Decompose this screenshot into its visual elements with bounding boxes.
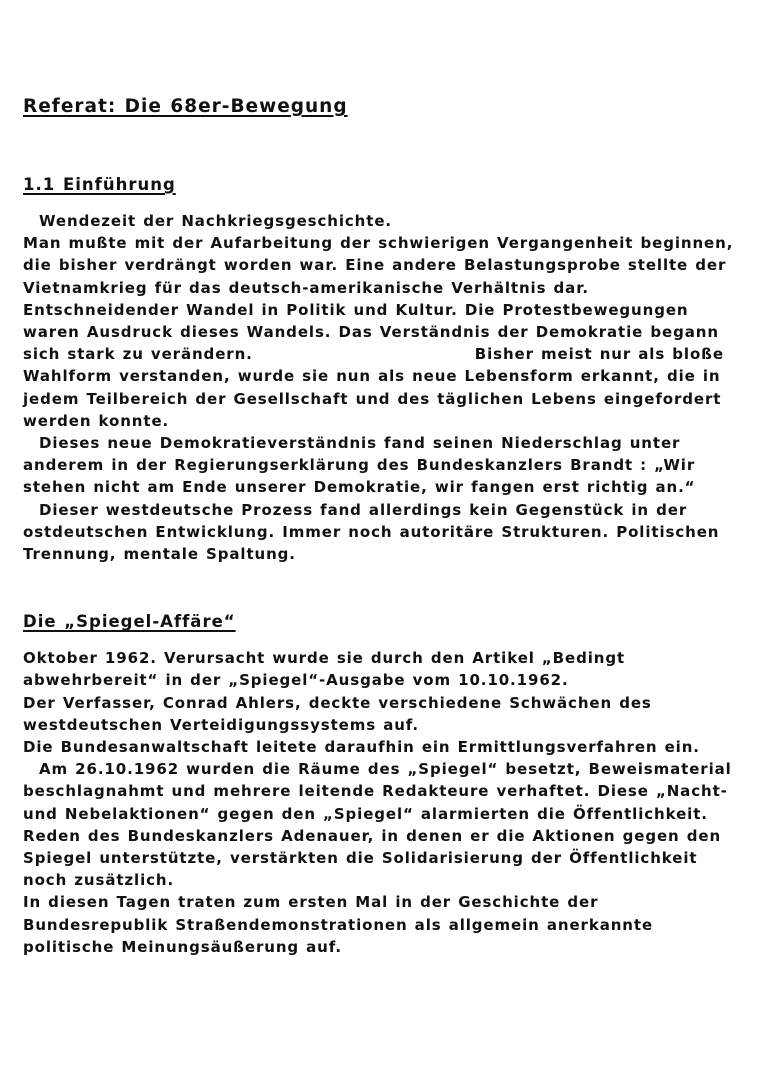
document-page (23, 92, 749, 958)
section-heading-spiegel-affaire: Die „Spiegel-Affäre“ (23, 612, 236, 632)
text-line: anderem in der Regierungserklärung des Bundeskanzlers Brandt : „Wir (23, 456, 696, 475)
text-fragment: sich stark zu verändern. (23, 345, 253, 364)
text-line: ostdeutschen Entwicklung. Immer noch autoritäre Strukturen. Politischen (23, 522, 720, 541)
document-title: Referat: Die 68er-Bewegung (23, 96, 348, 117)
text-line-split (23, 343, 749, 365)
text-line: beschlagnahmt und mehrere leitende Redakteure verhaftet. Diese „Nacht- (23, 782, 728, 801)
text-line: waren Ausdruck dieses Wandels. Das Verständnis der Demokratie begann (23, 323, 719, 342)
text-line: Der Verfasser, Conrad Ahlers, deckte verschiedene Schwächen des (23, 693, 652, 712)
section-heading-introduction: 1.1 Einführung (23, 175, 176, 194)
text-line: Spiegel unterstützte, verstärkten die Solidarisierung der Öffentlichkeit (23, 849, 698, 868)
text-line: jedem Teilbereich der Gesellschaft und des täglichen Lebens eingefordert (23, 389, 722, 408)
introduction-body (23, 210, 749, 565)
text-line: Man mußte mit der Aufarbeitung der schwierigen Vergangenheit beginnen, (23, 234, 734, 253)
text-line: Entschneidender Wandel in Politik und Kultur. Die Protestbewegungen (23, 300, 689, 319)
text-line: Oktober 1962. Verursacht wurde sie durch den Artikel „Bedingt (23, 649, 626, 668)
text-line: Vietnamkrieg für das deutsch-amerikanische Verhältnis dar. (23, 278, 589, 297)
text-line: Trennung, mentale Spaltung. (23, 545, 296, 564)
text-line: Dieses neue Demokratieverständnis fand seinen Niederschlag unter (39, 434, 681, 453)
text-line: werden konnte. (23, 411, 170, 430)
text-line: Dieser westdeutsche Prozess fand allerdings kein Gegenstück in der (39, 500, 688, 519)
text-line: stehen nicht am Ende unserer Demokratie, wir fangen erst richtig an.“ (23, 478, 696, 497)
text-line: und Nebelaktionen“ gegen den „Spiegel“ alarmierten die Öffentlichkeit. (23, 804, 708, 823)
text-line: die bisher verdrängt worden war. Eine andere Belastungsprobe stellte der (23, 256, 727, 275)
text-line: In diesen Tagen traten zum ersten Mal in der Geschichte der (23, 893, 599, 912)
text-line: Die Bundesanwaltschaft leitete daraufhin ein Ermittlungsverfahren ein. (23, 738, 700, 757)
text-line: westdeutschen Verteidigungssystems auf. (23, 715, 420, 734)
text-line: abwehrbereit“ in der „Spiegel“-Ausgabe vom 10.10.1962. (23, 671, 569, 690)
text-line: Wendezeit der Nachkriegsgeschichte. (39, 212, 393, 230)
text-line: Am 26.10.1962 wurden die Räume des „Spiegel“ besetzt, Beweismaterial (39, 760, 732, 779)
text-line: noch zusätzlich. (23, 871, 175, 890)
text-line: Wahlform verstanden, wurde sie nun als neue Lebensform erkannt, die in (23, 367, 721, 386)
text-line: politische Meinungsäußerung auf. (23, 937, 342, 956)
text-line: Reden des Bundeskanzlers Adenauer, in denen er die Aktionen gegen den (23, 826, 722, 845)
text-fragment: Bisher meist nur als bloße (474, 345, 724, 364)
spiegel-affaire-body (23, 647, 749, 958)
text-line: Bundesrepublik Straßendemonstrationen als allgemein anerkannte (23, 915, 654, 934)
